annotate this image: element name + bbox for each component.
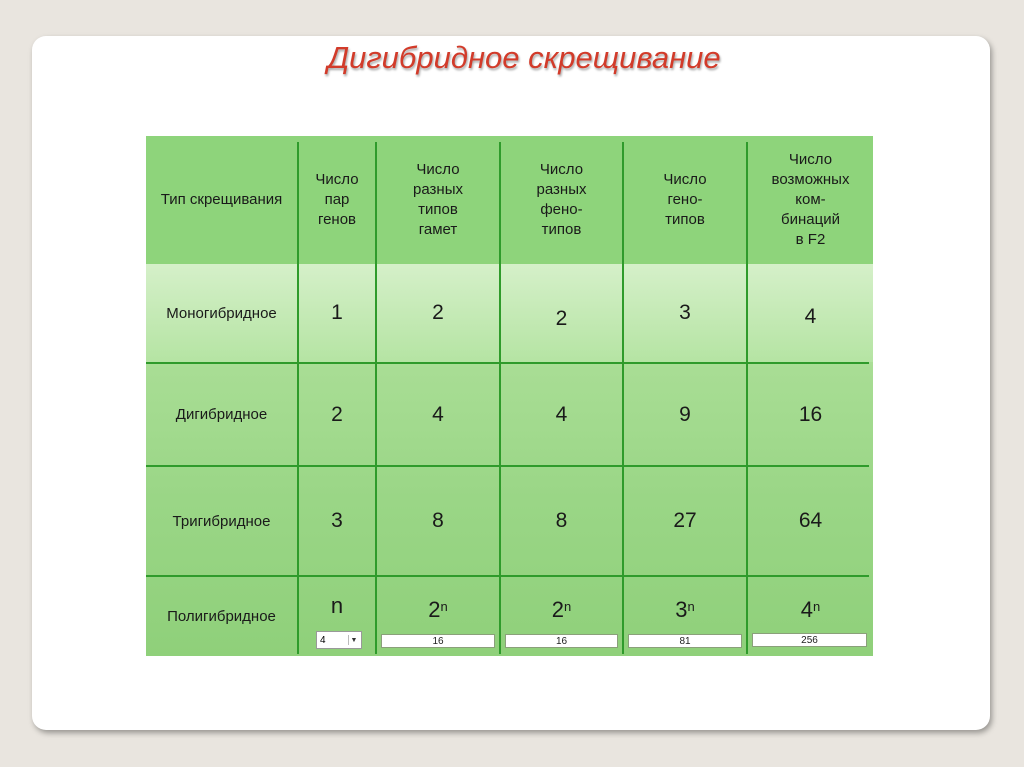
n-select-value: 4 [320, 634, 326, 646]
cell-pairs-formula: n [330, 593, 344, 618]
cell-gametes: 4 [432, 402, 444, 426]
header-gametes: Число разных типов гамет [413, 161, 463, 238]
formula-base: 3 [675, 597, 688, 622]
header-phenotypes: Число разных фено- типов [536, 161, 587, 238]
cell-combinations-formula [748, 592, 873, 628]
header-pairs: Число пар генов [315, 171, 359, 228]
cell-phenotypes: 8 [555, 509, 568, 532]
row-label: Дигибридное [175, 406, 268, 423]
calc-genotypes-field[interactable]: 81 [628, 634, 742, 648]
formula-base: 2 [428, 597, 441, 622]
cell-phenotypes-formula [501, 592, 622, 628]
header-combinations: Число возможных ком- бинаций в F2 [771, 151, 850, 248]
cell-pairs: 3 [331, 509, 343, 532]
cell-combinations: 4 [804, 305, 817, 328]
n-select[interactable] [316, 631, 362, 649]
calc-gametes-field[interactable]: 16 [381, 634, 495, 648]
header-genotypes: Число гено- типов [663, 171, 707, 228]
formula-exponent: n [813, 598, 821, 614]
calc-phenotypes-field[interactable]: 16 [505, 634, 618, 648]
row-label: Тригибридное [172, 512, 271, 530]
cell-gametes-formula [377, 592, 499, 628]
cell-genotypes-formula [624, 592, 746, 628]
cell-gametes: 8 [432, 509, 444, 532]
cell-phenotypes: 4 [555, 402, 568, 426]
calc-combinations-field[interactable]: 256 [752, 633, 867, 647]
row-label: Полигибридное [167, 608, 276, 625]
row-label: Моногибридное [166, 304, 277, 322]
cell-genotypes: 3 [679, 301, 691, 324]
cell-combinations: 16 [798, 402, 823, 426]
formula-exponent: n [440, 598, 448, 614]
cell-pairs: 1 [331, 301, 343, 324]
cell-pairs: 2 [331, 402, 343, 426]
crossing-table [146, 136, 873, 656]
cell-genotypes: 9 [679, 402, 691, 426]
cell-genotypes: 27 [673, 509, 697, 532]
cell-gametes: 2 [432, 301, 444, 324]
formula-exponent: n [564, 598, 572, 614]
formula-exponent: n [687, 598, 695, 614]
slide-title: Дигибридное скрещивание [327, 40, 721, 75]
formula-base: 4 [800, 597, 813, 622]
header-type: Тип скрещивания [160, 191, 283, 208]
cell-combinations: 64 [798, 509, 823, 532]
cell-phenotypes: 2 [555, 307, 568, 330]
chevron-down-icon[interactable]: ▼ [348, 635, 359, 645]
formula-base: 2 [551, 597, 564, 622]
